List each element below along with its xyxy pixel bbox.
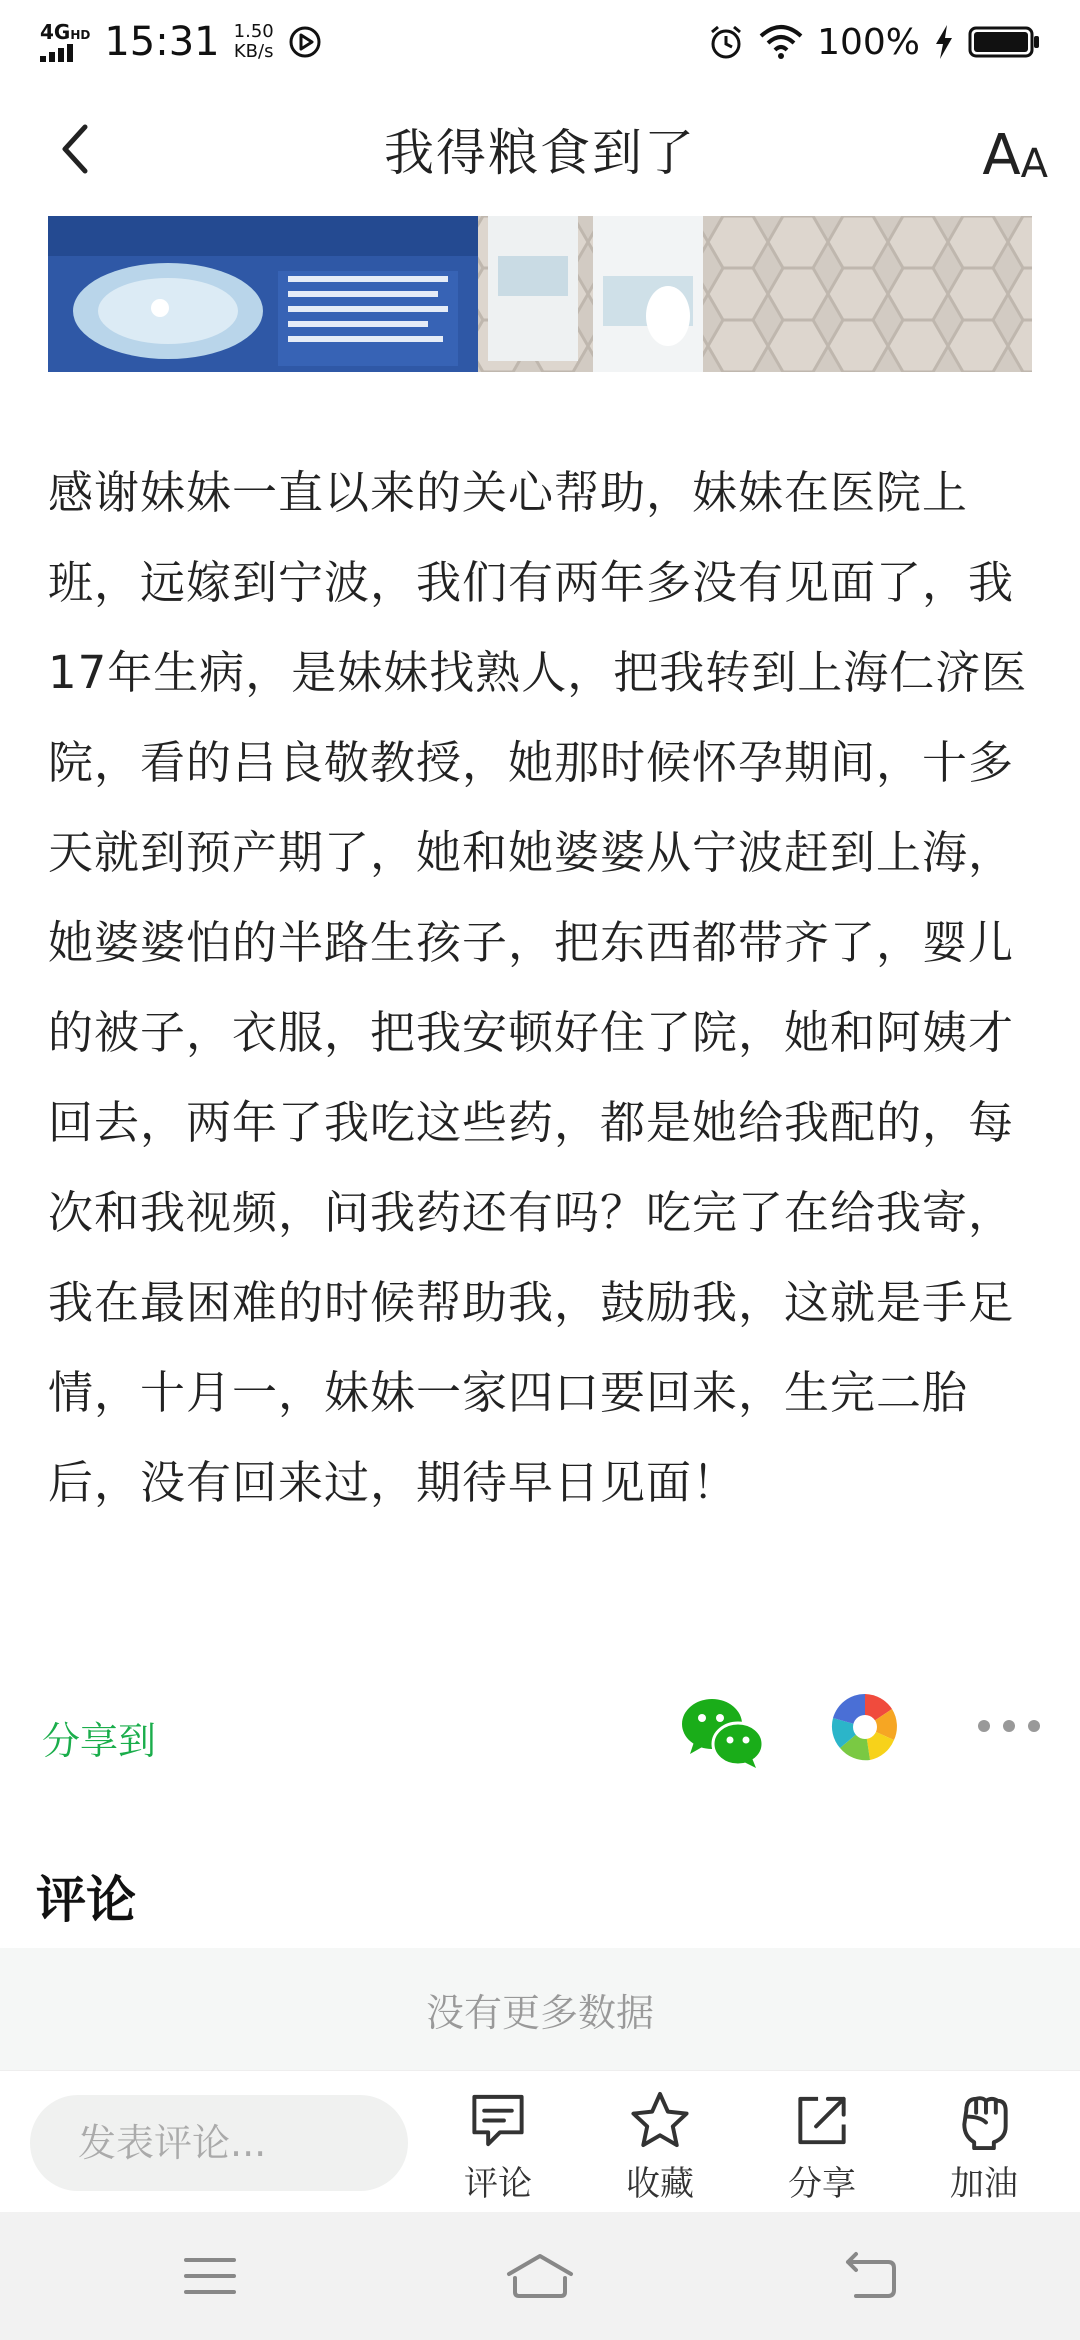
favorite-label: 收藏: [626, 2164, 694, 2204]
signal-icon: [40, 42, 84, 62]
more-dots-icon: [976, 1716, 1042, 1736]
status-bar: [0, 0, 1080, 84]
font-size-label-small: A: [1020, 141, 1048, 187]
network-type: 4GHD: [40, 20, 91, 44]
home-icon: [505, 2248, 575, 2304]
signal-indicator: [40, 22, 90, 62]
comment-icon: [466, 2089, 530, 2152]
comment-label: 评论: [464, 2164, 532, 2204]
fist-icon: [952, 2089, 1016, 2152]
page-title: 我得粮食到了: [384, 124, 696, 182]
share-to-label: 分享到: [42, 1719, 157, 1763]
share-button[interactable]: [762, 2089, 882, 2205]
menu-icon: [176, 2248, 246, 2304]
speed-value: 1.50: [233, 21, 274, 42]
font-size-button[interactable]: [982, 114, 1048, 188]
title-bar: [0, 84, 1080, 214]
comment-button[interactable]: [438, 2089, 558, 2205]
favorite-button[interactable]: [600, 2089, 720, 2205]
article-body: 感谢妹妹一直以来的关心帮助，妹妹在医院上班，远嫁到宁波，我们有两年多没有见面了，我17年生病，是妹妹找熟人，把我转到上海仁济医院，看的吕良敬教授，她那时候怀孕期间，十多天就到预产期了，她和她婆婆从宁波赶到上海，她婆婆怕的半路生孩子，把东西都带齐了，婴儿的被子，衣服，把我安顿好住了院，她和阿姨才回去，两年了我吃这些药，都是她给我配的，每次和我视频，问我药还有吗？吃完了在给我寄，我在最困难的时候帮助我，鼓励我，这就是手足情，十月一，妹妹一家四口要回来，生完二胎后，没有回来过，期待早日见面！: [48, 466, 1028, 1509]
share-moments-button[interactable]: [830, 1692, 900, 1762]
wechat-icon: [680, 1694, 764, 1772]
status-right: [707, 22, 1040, 63]
star-icon: [628, 2089, 692, 2152]
system-navigation-bar: [0, 2212, 1080, 2340]
back-arrow-icon: [55, 121, 95, 177]
font-size-label-large: A: [982, 123, 1021, 188]
home-button[interactable]: [505, 2248, 575, 2304]
comment-input[interactable]: [30, 2095, 408, 2191]
share-icon: [790, 2089, 854, 2152]
charging-icon: [934, 25, 954, 59]
share-more-button[interactable]: [976, 1716, 1042, 1736]
battery-percent: 100%: [817, 21, 920, 63]
return-icon: [834, 2248, 904, 2304]
share-label: 分享: [788, 2164, 856, 2204]
medicine-photo: [48, 216, 1032, 372]
play-icon: [288, 25, 322, 59]
recent-apps-button[interactable]: [176, 2248, 246, 2304]
status-left: [40, 19, 322, 65]
network-speed: [234, 22, 274, 62]
cheer-button[interactable]: [924, 2089, 1044, 2205]
alarm-icon: [707, 23, 745, 61]
cheer-label: 加油: [950, 2164, 1018, 2204]
no-more-data: [0, 1948, 1080, 2070]
back-button[interactable]: [40, 114, 110, 184]
bottom-action-bar: [0, 2070, 1080, 2213]
wifi-icon: [759, 24, 803, 60]
no-more-data-text: 没有更多数据: [425, 1990, 654, 2035]
back-nav-button[interactable]: [834, 2248, 904, 2304]
moments-icon: [830, 1692, 900, 1762]
article-photo[interactable]: [48, 216, 1032, 372]
speed-unit: KB/s: [233, 41, 274, 62]
battery-icon: [968, 25, 1040, 59]
share-row: [0, 1690, 1080, 1780]
clock: 15:31: [104, 19, 220, 65]
comments-heading: 评论: [36, 1871, 136, 1929]
share-wechat-button[interactable]: [680, 1694, 764, 1772]
